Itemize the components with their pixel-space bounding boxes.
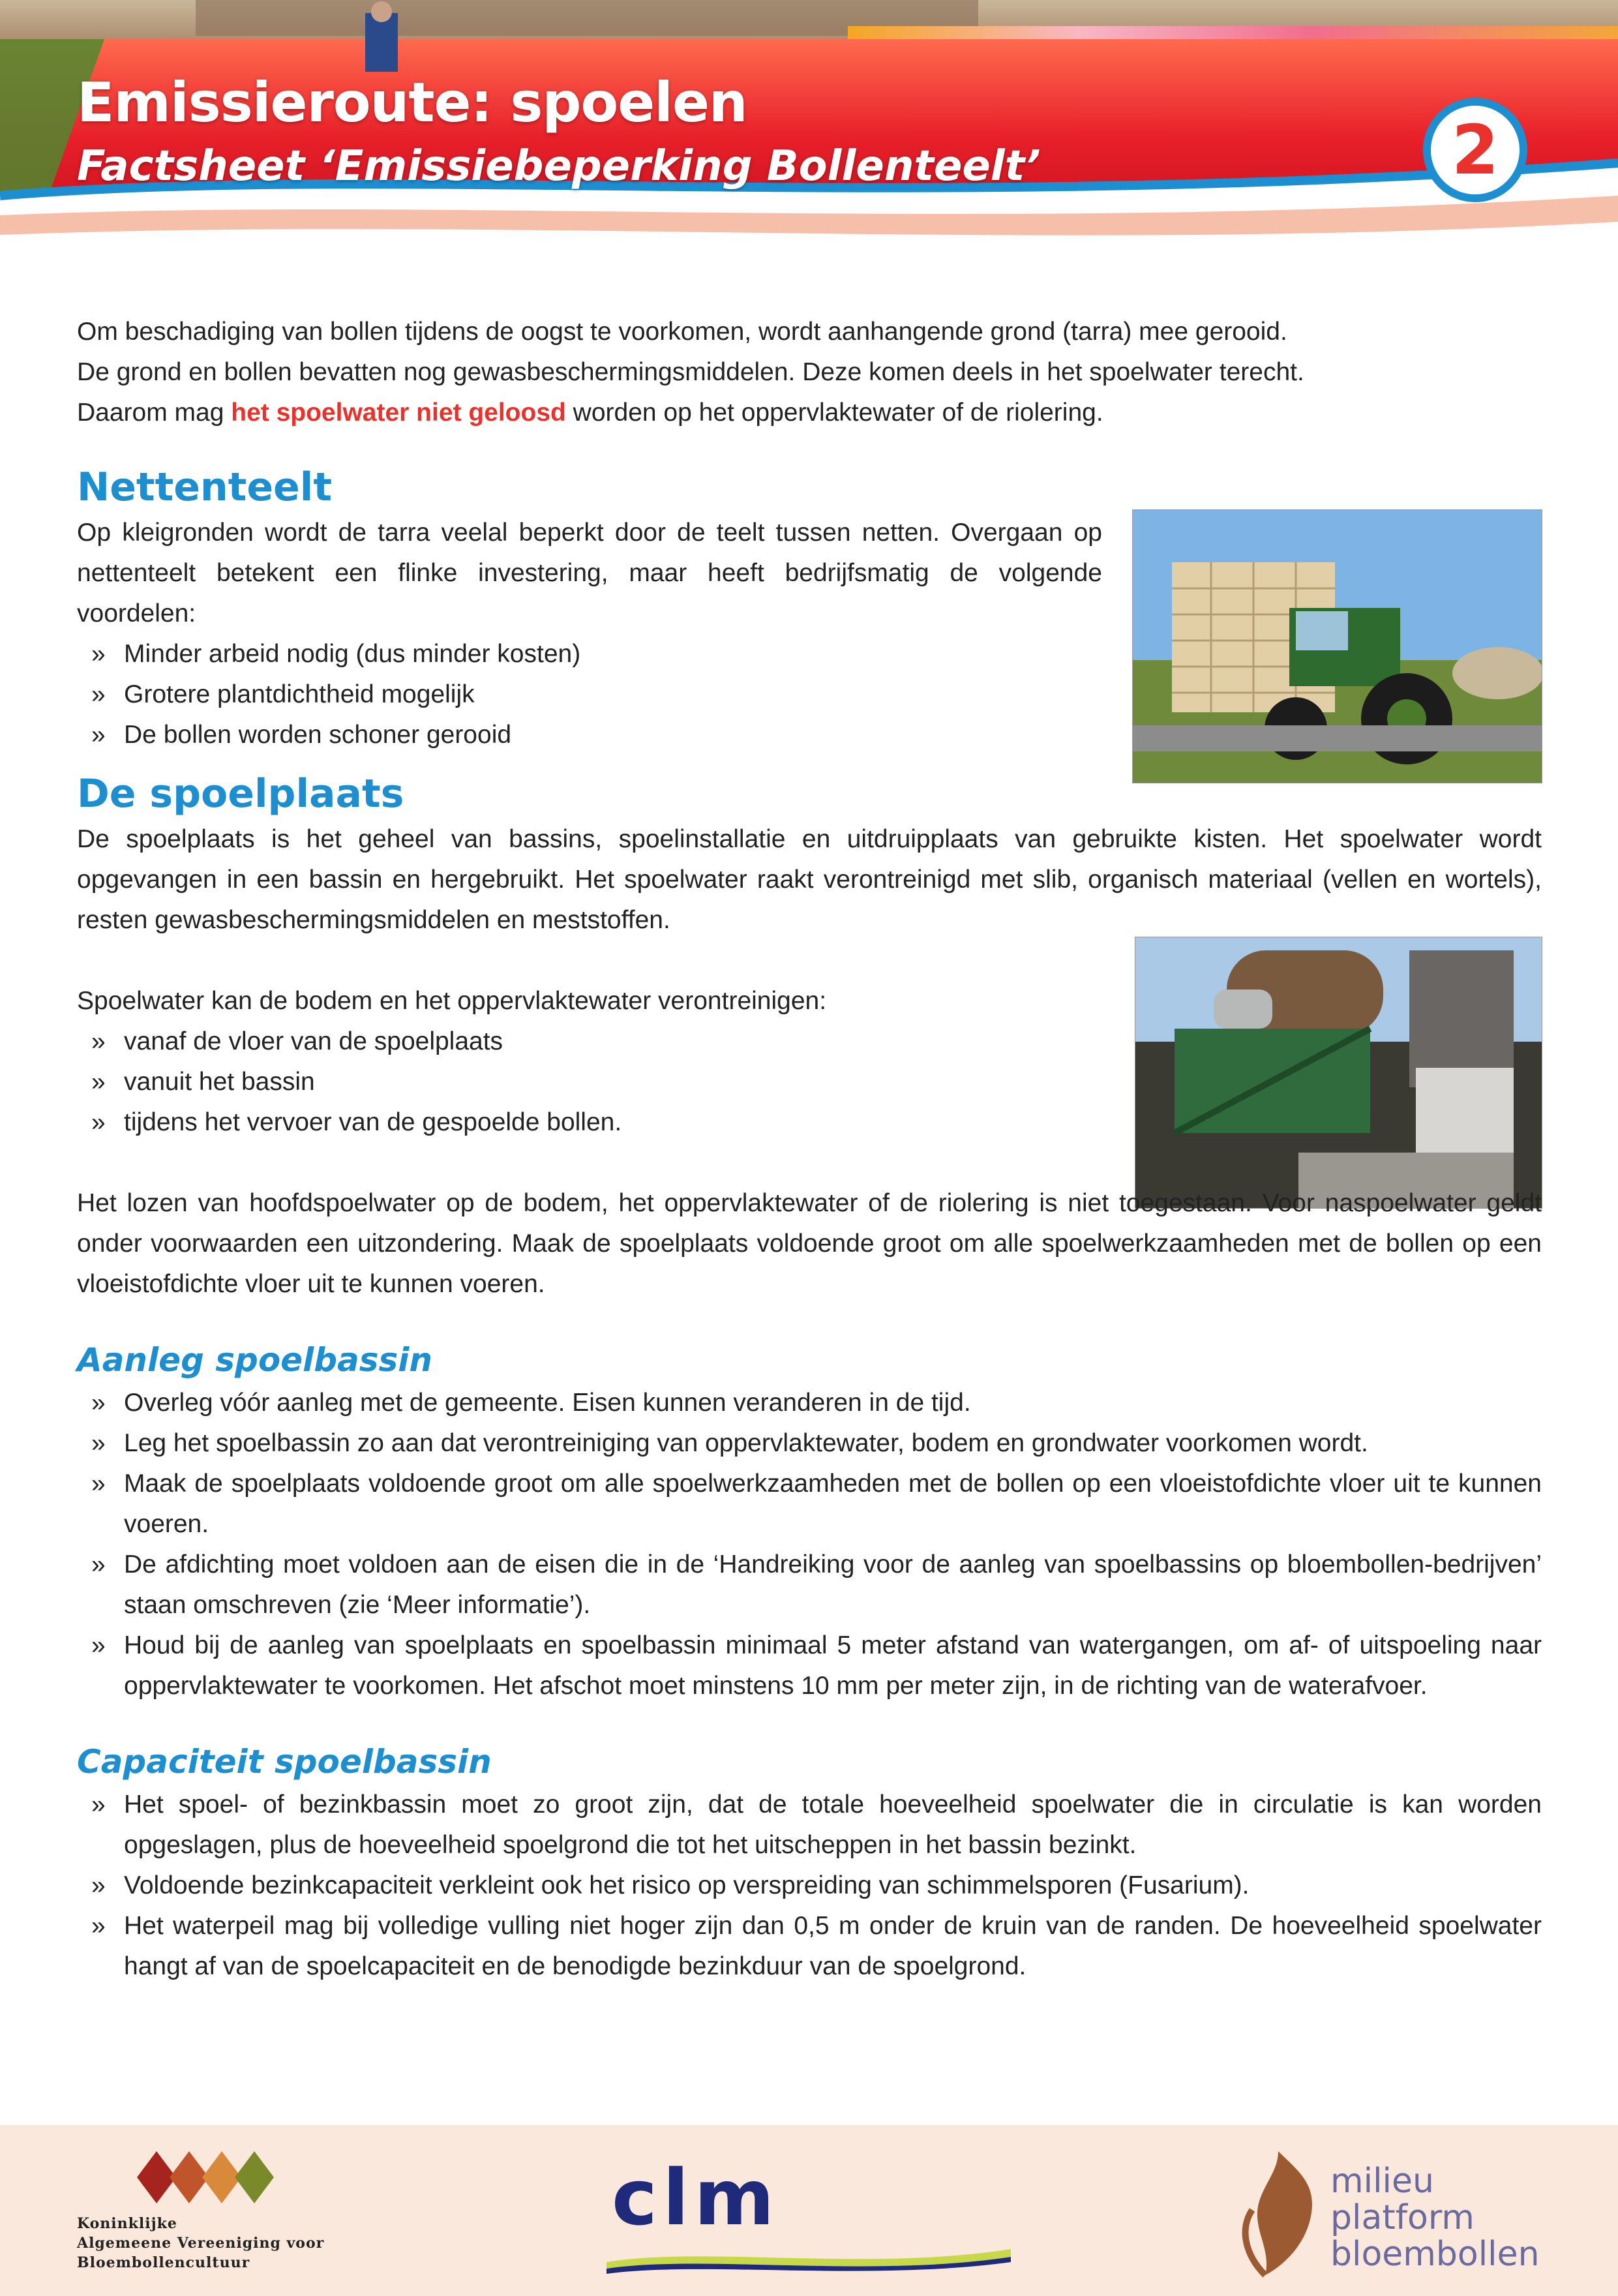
list-item: » Het waterpeil mag bij volledige vulling niet hoger zijn dan 0,5 m onder de kruin van de randen. De hoeveelheid spoelwater hangt af van de spoelcapaciteit en de benodigde bezinkduur van de spoelgrond.: [77, 1906, 1542, 1987]
milieuplatform-logo-text: [1330, 2163, 1540, 2273]
spoelplaats-text: De spoelplaats is het geheel van bassins, spoelinstallatie en uitdruipplaats van gebruikte kisten. Het spoelwater wordt opgevangen in een bassin en hergebruikt. Het spoelwater raakt verontreinigd met slib, organisch materiaal (vellen en wortels), resten gewasbeschermingsmiddelen en meststoffen.: [77, 825, 1542, 934]
list-item: » Houd bij de aanleg van spoelplaats en spoelbassin minimaal 5 meter afstand van watergangen, om af- of uitspoeling naar oppervlaktewater te voorkomen. Het afschot moet minstens 10 mm per meter zijn, in de richting van de waterafvoer.: [77, 1625, 1542, 1706]
list-item: » Leg het spoelbassin zo aan dat verontreiniging van oppervlaktewater, bodem en grondwater voorkomen wordt.: [77, 1423, 1542, 1464]
list-item: » Voldoende bezinkcapaciteit verkleint ook het risico op verspreiding van schimmelsporen (Fusarium).: [77, 1865, 1542, 1906]
nettenteelt-list: [77, 634, 1102, 755]
intro-text: worden op het oppervlaktewater of de riolering.: [565, 399, 1103, 427]
badge-number: 2: [1451, 110, 1499, 190]
list-item: » De bollen worden schoner gerooid: [77, 715, 1102, 755]
tulip-field-photo: [0, 0, 1618, 274]
spoelplaats-list: [77, 1021, 1094, 1143]
mp-line: milieu: [1330, 2162, 1434, 2201]
mp-line: platform: [1330, 2198, 1475, 2237]
header-banner: [0, 0, 1618, 274]
kavb-logo-icon: [130, 2138, 280, 2216]
list-item: » vanaf de vloer van de spoelplaats: [77, 1021, 1094, 1062]
intro-text: Daarom mag: [77, 399, 232, 427]
list-item: » vanuit het bassin: [77, 1062, 1094, 1102]
heading-capaciteit-spoelbassin: Capaciteit spoelbassin: [77, 1743, 492, 1781]
kavb-line: Bloembollencultuur: [77, 2254, 250, 2271]
clm-logo-text: clm: [612, 2152, 780, 2243]
intro-line: De grond en bollen bevatten nog gewasbeschermingsmiddelen. Deze komen deels in het spoelwater terecht.: [77, 358, 1304, 386]
kavb-line: Koninklijke: [77, 2215, 177, 2232]
heading-spoelplaats: De spoelplaats: [77, 771, 404, 817]
list-item: » Overleg vóór aanleg met de gemeente. Eisen kunnen veranderen in de tijd.: [77, 1383, 1542, 1423]
kavb-logo-text: [77, 2214, 324, 2273]
intro-line: [77, 393, 1542, 433]
milieuplatform-logo-icon: [1239, 2145, 1330, 2282]
list-item: » Het spoel- of bezinkbassin moet zo groot zijn, dat de totale hoeveelheid spoelwater die in circulatie is kan worden opgeslagen, plus de hoeveelheid spoelgrond die tot het uitscheppen in het bassin bezinkt.: [77, 1785, 1542, 1865]
intro-section: [77, 312, 1542, 433]
factsheet-number-badge: [1423, 98, 1527, 202]
list-item: » tijdens het vervoer van de gespoelde bollen.: [77, 1102, 1094, 1143]
list-item: » Minder arbeid nodig (dus minder kosten): [77, 634, 1102, 674]
page-subtitle: Factsheet ‘Emissiebeperking Bollenteelt’: [77, 142, 1041, 190]
intro-line: Om beschadiging van bollen tijdens de oogst te voorkomen, wordt aanhangende grond (tarra) mee gerooid.: [77, 318, 1287, 346]
spoelplaats-text: Spoelwater kan de bodem en het oppervlaktewater verontreinigen:: [77, 987, 827, 1015]
heading-nettenteelt: Nettenteelt: [77, 464, 332, 510]
aanleg-list: [77, 1383, 1542, 1706]
clm-swoosh-icon: [607, 2243, 1011, 2275]
mp-line: bloembollen: [1330, 2235, 1540, 2274]
nettenteelt-text: Op kleigronden wordt de tarra veelal beperkt door de teelt tussen netten. Overgaan op nettenteelt betekent een flinke investering, maar heeft bedrijfsmatig de volgende voordelen:: [77, 519, 1102, 627]
kavb-line: Algemeene Vereeniging voor: [77, 2235, 325, 2252]
list-item: » Grotere plantdichtheid mogelijk: [77, 674, 1102, 715]
list-item: » De afdichting moet voldoen aan de eisen die in de ‘Handreiking voor de aanleg van spoelbassins op bloembollen-bedrijven’ staan omschreven (zie ‘Meer informatie’).: [77, 1545, 1542, 1625]
page-title: Emissieroute: spoelen: [77, 70, 747, 134]
footer: [0, 2125, 1618, 2296]
main-content: [77, 312, 1542, 1987]
capaciteit-list: [77, 1785, 1542, 1987]
highlight-spoelwater: het spoelwater niet geloosd: [231, 399, 566, 427]
heading-aanleg-spoelbassin: Aanleg spoelbassin: [77, 1341, 433, 1379]
list-item: » Maak de spoelplaats voldoende groot om alle spoelwerkzaamheden met de bollen op een vloeistofdichte vloer uit te kunnen voeren.: [77, 1464, 1542, 1545]
spoelplaats-text: Het lozen van hoofdspoelwater op de bodem, het oppervlaktewater of de riolering is niet toegestaan. Voor naspoelwater geldt onder voorwaarden een uitzondering. Maak de spoelplaats voldoende groot om alle spoelwerkzaamheden met de bollen op een vloeistofdichte vloer uit te kunnen voeren.: [77, 1189, 1542, 1298]
